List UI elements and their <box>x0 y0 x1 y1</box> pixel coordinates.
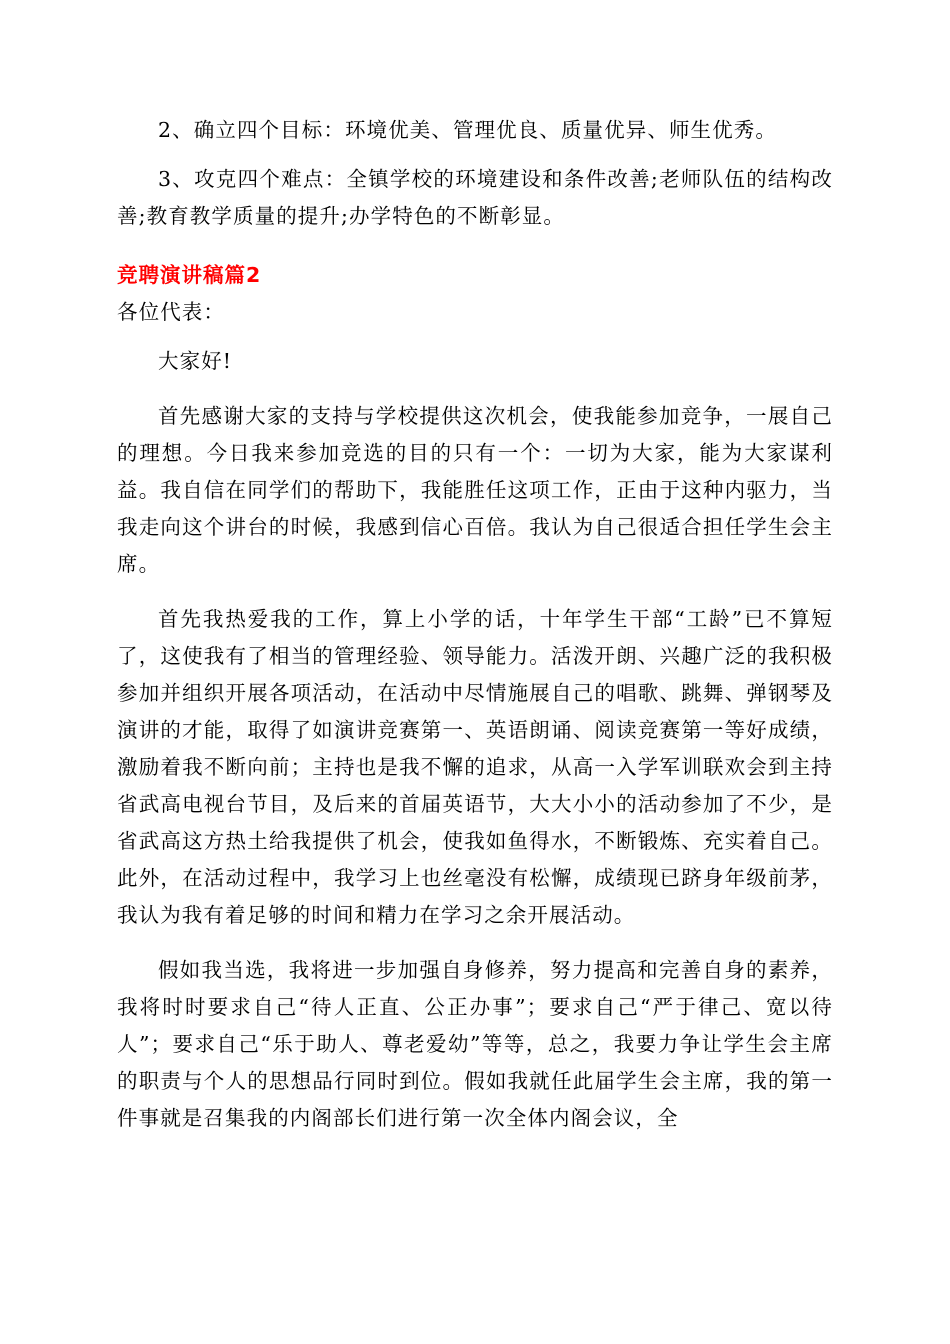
body-paragraph-2: 首先我热爱我的工作，算上小学的话，十年学生干部“工龄”已不算短了，这使我有了相当的管理经验、领导能力。活泼开朗、兴趣广泛的我积极参加并组织开展各项活动，在活动中尽情施展自己的唱歌、跳舞、弹钢琴及演讲的才能，取得了如演讲竞赛第一、英语朗诵、阅读竞赛第一等好成绩，激励着我不断向前；主持也是我不懈的追求，从高一入学军训联欢会到主持省武高电视台节目，及后来的首届英语节，大大小小的活动参加了不少，是省武高这方热土给我提供了机会，使我如鱼得水，不断锻炼、充实着自己。此外，在活动过程中，我学习上也丝毫没有松懈，成绩现已跻身年级前茅，我认为我有着足够的时间和精力在学习之余开展活动。 <box>117 607 833 927</box>
document-page <box>117 112 833 1137</box>
body-paragraph-1: 首先感谢大家的支持与学校提供这次机会，使我能参加竞争，一展自己的理想。今日我来参加竞选的目的只有一个：一切为大家，能为大家谋利益。我自信在同学们的帮助下，我能胜任这项工作，正由于这种内驱力，当我走向这个讲台的时候，我感到信心百倍。我认为自己很适合担任学生会主席。 <box>117 404 833 576</box>
greeting: 大家好! <box>158 349 233 373</box>
salutation: 各位代表： <box>117 300 225 324</box>
difficulty-item: 3、攻克四个难点：全镇学校的环境建设和条件改善;老师队伍的结构改善;教育教学质量的提升;办学特色的不断彰显。 <box>117 167 833 228</box>
body-paragraph-3: 假如我当选，我将进一步加强自身修养，努力提高和完善自身的素养，我将时时要求自己“待人正直、公正办事”；要求自己“严于律己、宽以待人”；要求自己“乐于助人、尊老爱幼”等等，总之，我要力争让学生会主席的职责与个人的思想品行同时到位。假如我就任此届学生会主席，我的第一件事就是召集我的内阁部长们进行第一次全体内阁会议，全 <box>117 958 833 1130</box>
section-heading: 竞聘演讲稿篇2 <box>117 263 262 287</box>
goal-item: 2、确立四个目标：环境优美、管理优良、质量优异、师生优秀。 <box>158 118 777 142</box>
